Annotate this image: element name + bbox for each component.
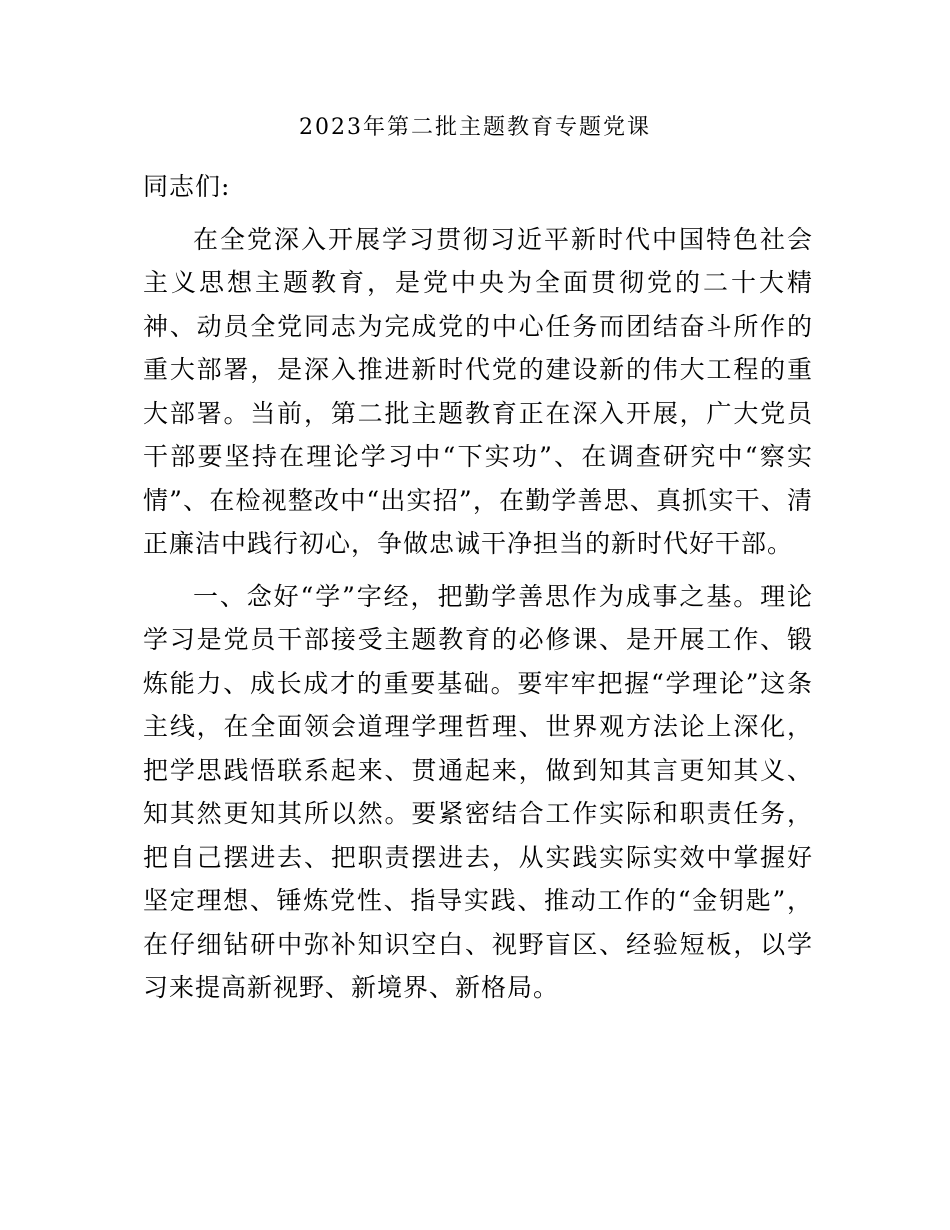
- document-body: [143, 165, 813, 1019]
- paragraph-intro: 在全党深入开展学习贯彻习近平新时代中国特色社会主义思想主题教育，是党中央为全面贯彻党的二十大精神、动员全党同志为完成党的中心任务而团结奋斗所作的重大部署，是深入推进新时代党的建设新的伟大工程的重大部署。当前，第二批主题教育正在深入开展，广大党员干部要坚持在理论学习中“下实功”、在调查研究中“察实情”、在检视整改中“出实招”，在勤学善思、真抓实干、清正廉洁中践行初心，争做忠诚干净担当的新时代好干部。: [143, 224, 813, 558]
- document-title: 2023年第二批主题教育专题党课: [299, 115, 651, 140]
- salutation: 同志们:: [143, 172, 231, 201]
- paragraph-section-one: 一、念好“学”字经，把勤学善思作为成事之基。理论学习是党员干部接受主题教育的必修课、是开展工作、锻炼能力、成长成才的重要基础。要牢牢把握“学理论”这条主线，在全面领会道理学理哲理、世界观方法论上深化，把学思践悟联系起来、贯通起来，做到知其言更知其义、知其然更知其所以然。要紧密结合工作实际和职责任务，把自己摆进去、把职责摆进去，从实践实际实效中掌握好坚定理想、锤炼党性、指导实践、推动工作的“金钥匙”，在仔细钻研中弥补知识空白、视野盲区、经验短板，以学习来提高新视野、新境界、新格局。: [143, 581, 813, 1002]
